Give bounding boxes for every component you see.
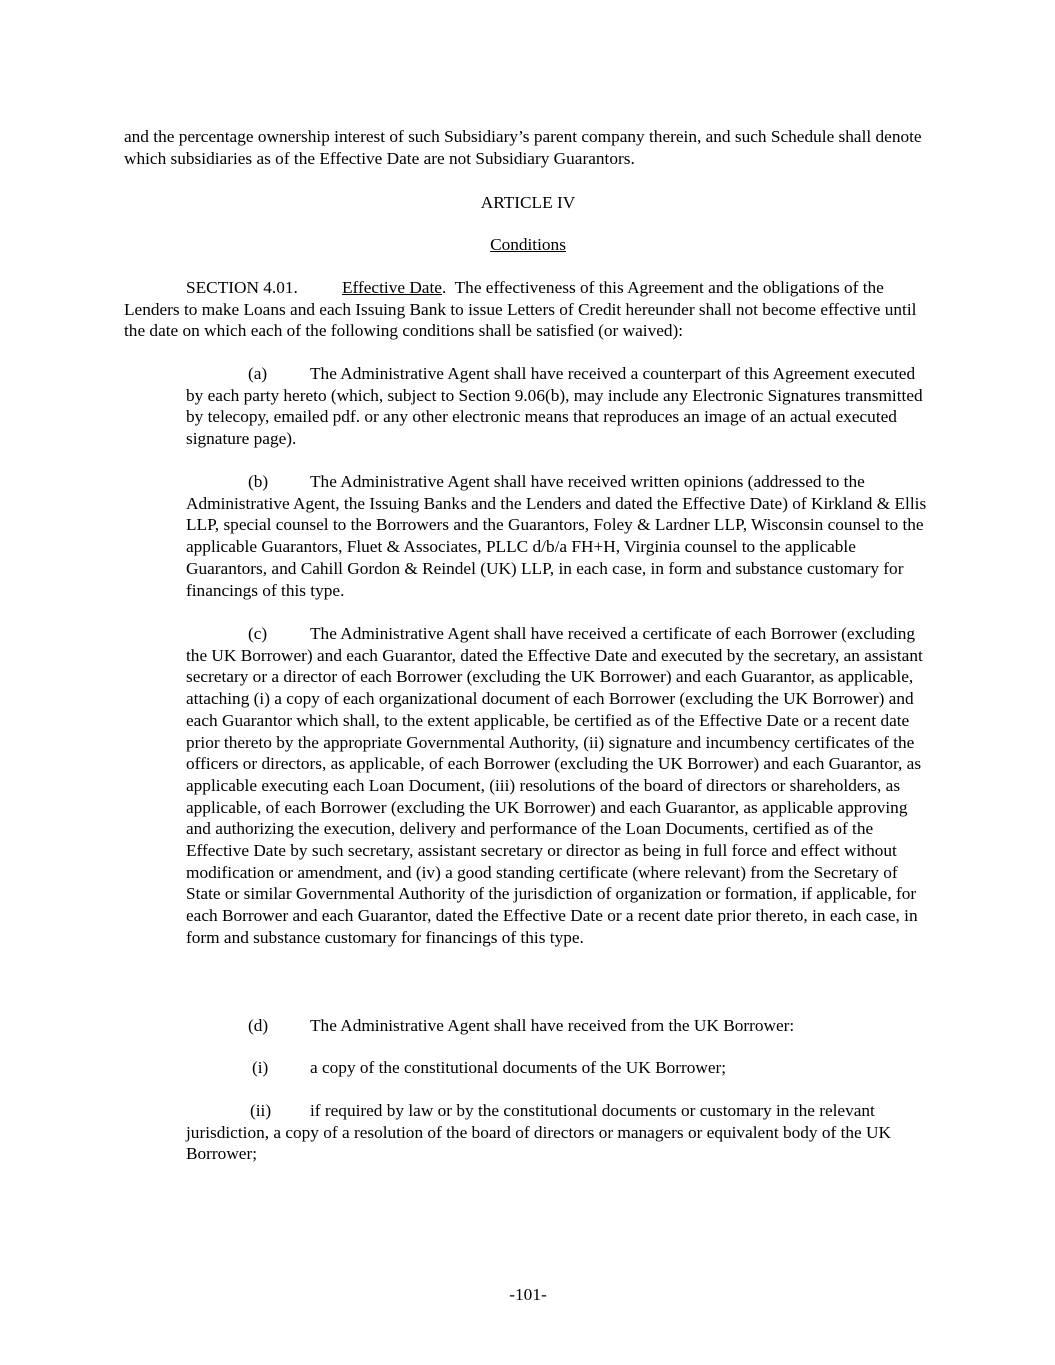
subclause-label: (ii) [250, 1101, 272, 1120]
article-title [124, 234, 932, 256]
subclause-text: if required by law or by the constitutional documents or customary in the relevant jurisdiction, a copy of a resolution of the board of directors or managers or equivalent body of the UK Borrower; [186, 1101, 891, 1164]
section-body: The effectiveness of this Agreement and the obligations of the Lenders to make Loans and each Issuing Bank to issue Letters of Credit hereunder shall not become effective until the date on which each of the following conditions shall be satisfied (or waived): [124, 278, 917, 341]
clause-text: The Administrative Agent shall have received a counterpart of this Agreement executed by each party hereto (which, subject to Section 9.06(b), may include any Electronic Signatures transmitted by telecopy, emailed pdf. or any other electronic means that reproduces an image of an actual executed signature page). [186, 364, 923, 449]
subclause-i [186, 1057, 932, 1079]
clause-d [186, 1015, 932, 1037]
clause-text: The Administrative Agent shall have received from the UK Borrower: [310, 1016, 795, 1035]
section-title: Effective Date [342, 278, 442, 297]
clause-text: The Administrative Agent shall have received a certificate of each Borrower (excluding the UK Borrower) and each Guarantor, dated the Effective Date and executed by the secretary, an assistant secretary or a director of each Borrower (excluding the UK Borrower) and each Guarantor, as applicable, attaching (i) a copy of each organizational document of each Borrower (excluding the UK Borrower) and each Guarantor which shall, to the extent applicable, be certified as of the Effective Date or a recent date prior thereto by the appropriate Governmental Authority, (ii) signature and incumbency certificates of the officers or directors, as applicable, of each Borrower (excluding the UK Borrower) and each Guarantor, as applicable executing each Loan Document, (iii) resolutions of the board of directors or shareholders, as applicable, of each Borrower (excluding the UK Borrower) and each Guarantor, as applicable approving and authorizing the execution, delivery and performance of the Loan Documents, certified as of the Effective Date by such secretary, assistant secretary or director as being in full force and effect without modification or amendment, and (iv) a good standing certificate (where relevant) from the Secretary of State or similar Governmental Authority of the jurisdiction of organization or formation, if applicable, for each Borrower and each Guarantor, dated the Effective Date or a recent date prior thereto, in each case, in form and substance customary for financings of this type. [186, 624, 923, 947]
clause-a [186, 363, 932, 450]
section-paragraph [124, 277, 932, 342]
subclause-text: a copy of the constitutional documents of the UK Borrower; [310, 1058, 727, 1077]
article-heading [124, 192, 932, 214]
article-heading-text: ARTICLE IV [480, 193, 576, 212]
clause-label: (b) [248, 472, 269, 491]
clause-c [186, 623, 932, 949]
intro-text: and the percentage ownership interest of such Subsidiary’s parent company therein, and such Schedule shall denote which subsidiaries as of the Effective Date are not Subsidiary Guarantors. [124, 127, 922, 168]
section-number: SECTION 4.01. [186, 278, 298, 297]
page-number [124, 1284, 932, 1306]
subclause-ii [186, 1100, 932, 1165]
subclause-label: (i) [252, 1058, 269, 1077]
intro-paragraph [124, 126, 934, 169]
clause-text: The Administrative Agent shall have received written opinions (addressed to the Administrative Agent, the Issuing Banks and the Lenders and dated the Effective Date) of Kirkland & Ellis LLP, special counsel to the Borrowers and the Guarantors, Foley & Lardner LLP, Wisconsin counsel to the applicable Guarantors, Fluet & Associates, PLLC d/b/a FH+H, Virginia counsel to the applicable Guarantors, and Cahill Gordon & Reindel (UK) LLP, in each case, in form and substance customary for financings of this type. [186, 472, 927, 600]
clause-b [186, 471, 932, 601]
section-title-punct: . [441, 278, 447, 297]
clause-label: (c) [248, 624, 268, 643]
page-number-text: -101- [509, 1285, 547, 1304]
article-title-text: Conditions [490, 235, 566, 254]
clause-label: (a) [248, 364, 268, 383]
clause-label: (d) [248, 1016, 269, 1035]
